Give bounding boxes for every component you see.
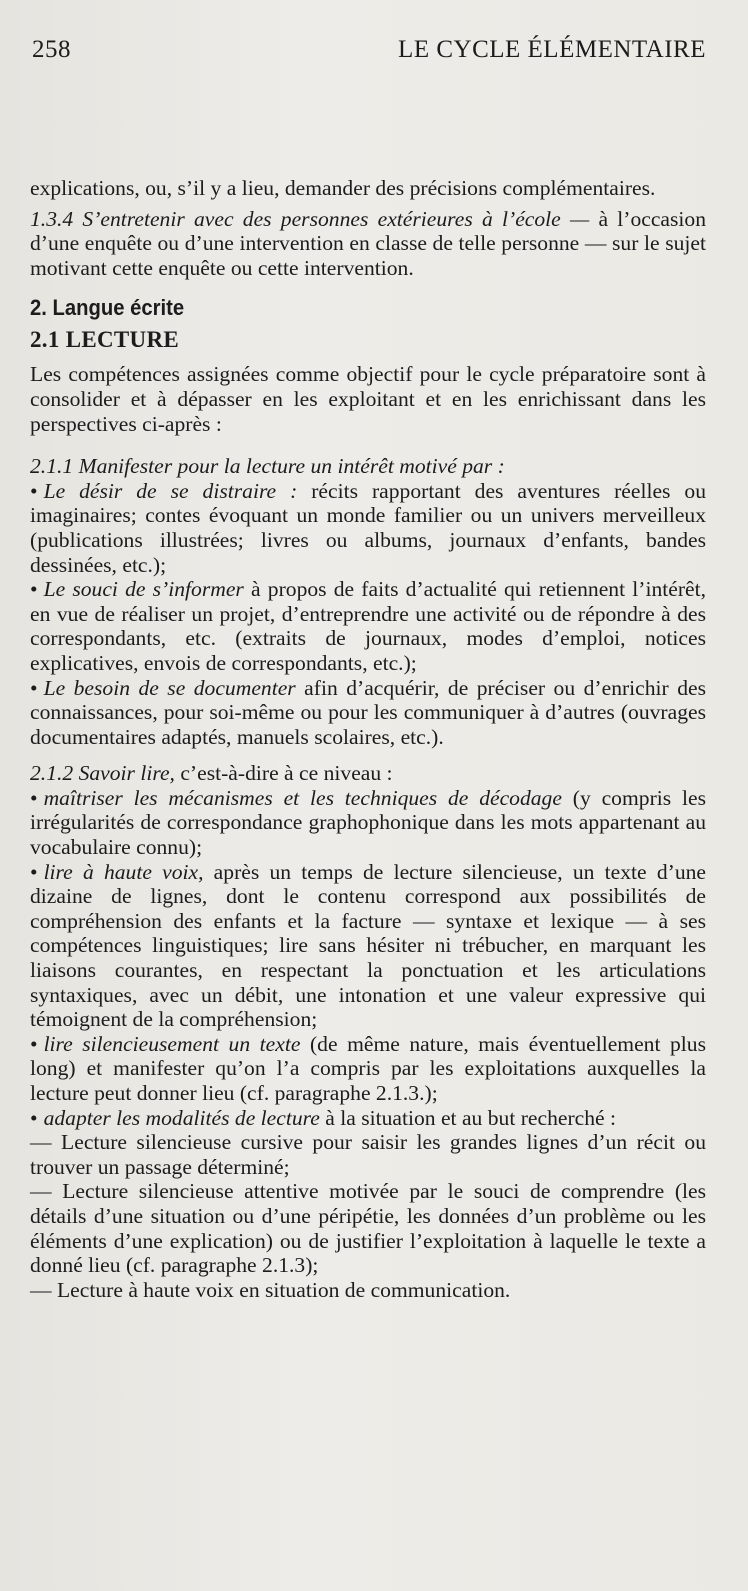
spacer	[30, 442, 706, 454]
section-2-1-2-title	[30, 761, 706, 786]
section-2-1-intro: Les compétences assignées comme objectif pour le cycle préparatoire sont à consolider et à dépasser en les exploitant et en les enrichissant dans les perspectives ci-après :	[30, 362, 706, 436]
bullet-icon: •	[30, 785, 38, 810]
bullet-text: après un temps de lecture silencieuse, un texte d’une dizaine de lignes, dont le contenu correspond aux possibilités de compréhension des enfants et la facture — syntaxe et lexique — à ses compétences linguistiques; lire sans hésiter ni trébucher, en marquant les liaisons courantes, en respectant la ponctuation et les articulations syntaxiques, avec un débit, une intonation et une valeur expressive qui témoignent de la compréhension;	[30, 859, 706, 1032]
bullet-text: récits rapportant des aventures réelles ou imaginaires; contes évoquant un monde familier ou un univers merveilleux (publications illustrées; livres ou albums, journaux d’enfants, bandes dessinées, etc.);	[30, 478, 706, 577]
bullet-text: (y compris les irrégularités de correspondance graphophonique dans les mots appartenant au vocabulaire connu);	[30, 785, 706, 860]
bullet-icon: •	[30, 859, 38, 884]
bullet-emphasis: Le besoin de se documenter	[43, 675, 296, 700]
dash-item: — Lecture silencieuse cursive pour saisir les grandes lignes d’un récit ou trouver un passage déterminé;	[30, 1130, 706, 1179]
bullet-text: (de même nature, mais éventuellement plus long) et manifester qu’on l’a compris par les exploitations auxquelles la lecture peut donner lieu (cf. paragraphe 2.1.3.);	[30, 1031, 707, 1105]
bullet-item	[30, 577, 706, 675]
bullet-emphasis: lire silencieusement un texte	[43, 1031, 301, 1056]
section-2-1-1-title	[30, 454, 706, 479]
bullet-text: à la situation et au but recherché :	[319, 1105, 617, 1130]
intro-paragraph: explications, ou, s’il y a lieu, demander des précisions complémentaires.	[30, 176, 656, 200]
bullet-emphasis: maîtriser les mécanismes et les techniques de décodage	[43, 785, 562, 810]
bullet-item	[30, 860, 706, 1032]
section-1-3-4	[30, 207, 706, 281]
bullet-icon: •	[30, 675, 38, 700]
bullet-emphasis: Le désir de se distraire :	[43, 478, 298, 503]
bullet-item	[30, 1106, 706, 1131]
section-2-heading: 2. Langue écrite	[30, 295, 185, 321]
bullet-text: afin d’acquérir, de préciser ou d’enrichir des connaissances, pour soi-même ou pour les communiquer à d’autres (ouvrages documentaires adaptés, manuels scolaires, etc.).	[30, 675, 706, 749]
section-2-1-2-title-em: 2.1.2 Savoir lire,	[30, 761, 175, 786]
page-body	[30, 176, 706, 1302]
dash-item: — Lecture silencieuse attentive motivée par le souci de comprendre (les détails d’une situation ou d’une péripétie, les données d’un problème ou les éléments d’une explication) ou de justifier l’exploitation à laquelle le texte a donné lieu (cf. paragraphe 2.1.3);	[30, 1179, 706, 1278]
bullet-emphasis: lire à haute voix,	[43, 859, 204, 884]
running-title: LE CYCLE ÉLÉMENTAIRE	[398, 36, 706, 63]
bullet-item	[30, 676, 706, 750]
spacer	[30, 749, 706, 761]
bullet-item	[30, 1032, 706, 1106]
bullet-icon: •	[30, 1105, 38, 1130]
bullet-item	[30, 786, 706, 860]
bullet-emphasis: adapter les modalités de lecture	[43, 1105, 320, 1130]
bullet-icon: •	[30, 478, 38, 503]
page-number: 258	[32, 36, 71, 63]
bullet-icon: •	[30, 577, 38, 602]
bullet-text: à propos de faits d’actualité qui retiennent l’intérêt, en vue de réaliser un projet, d’entreprendre une activité ou de répondre à des correspondants, etc. (extraits de journaux, modes d’emploi, notices explicatives, envois de correspondants, etc.);	[30, 577, 706, 675]
dash-item: — Lecture à haute voix en situation de communication.	[30, 1277, 511, 1302]
section-1-3-4-title: 1.3.4 S’entretenir avec des personnes extérieures à l’école —	[30, 206, 590, 231]
bullet-emphasis: Le souci de s’informer	[43, 577, 244, 602]
section-2-1-2-title-rest: c’est-à-dire à ce niveau :	[174, 761, 393, 786]
section-2-1-1-title-text: 2.1.1 Manifester pour la lecture un intérêt motivé par :	[30, 454, 505, 479]
bullet-icon: •	[30, 1031, 38, 1056]
section-1-3-4-text: à l’occasion d’une enquête ou d’une intervention en classe de telle personne — sur le sujet motivant cette enquête ou cette intervention.	[30, 206, 706, 280]
section-2-1-heading: 2.1 LECTURE	[30, 327, 179, 353]
page-header	[32, 36, 706, 64]
bullet-item	[30, 479, 706, 577]
